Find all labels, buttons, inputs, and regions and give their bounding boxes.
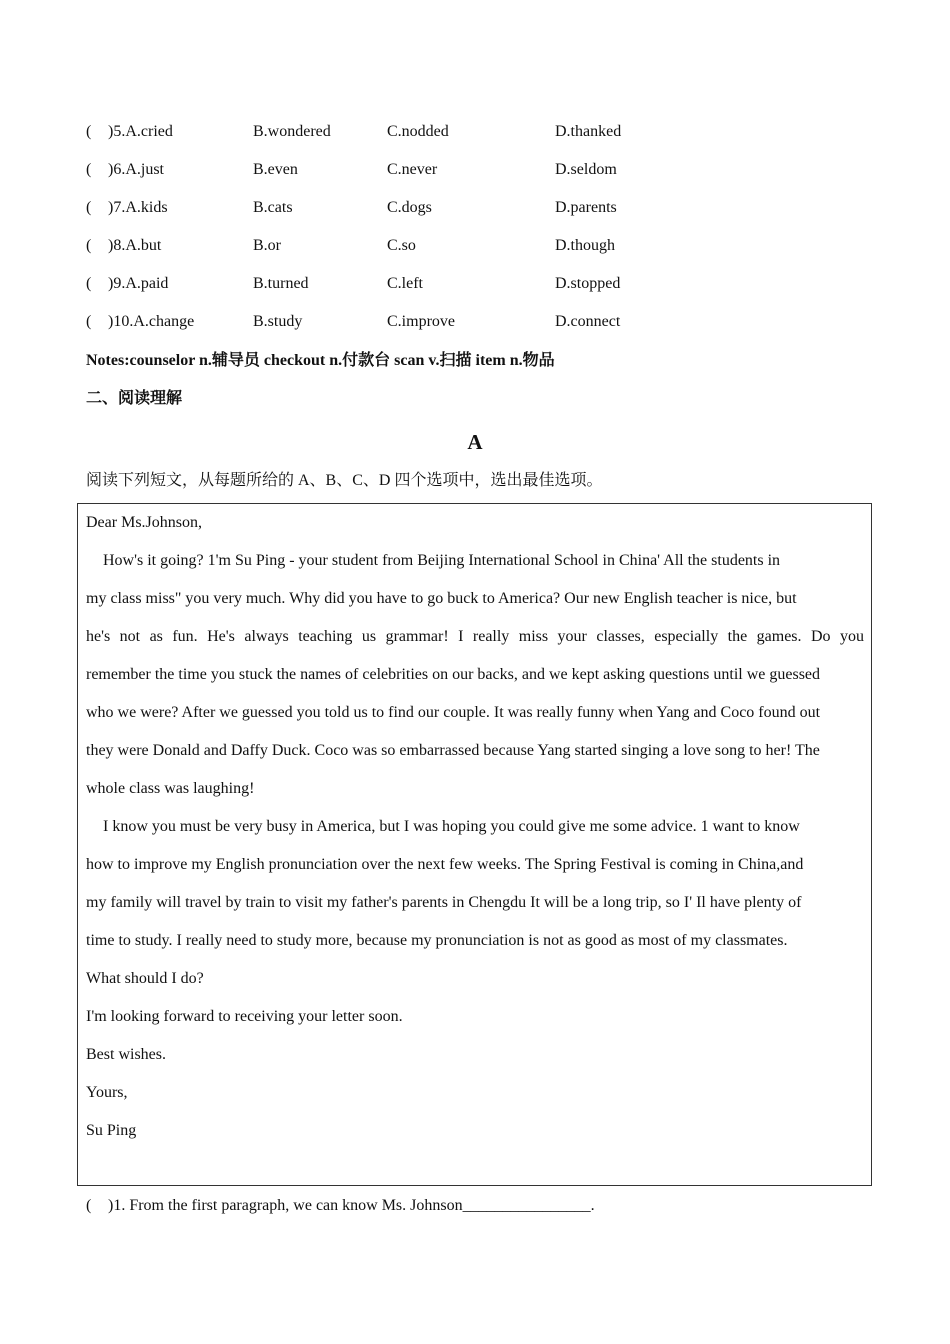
option-b: B.turned [253,275,309,292]
option-a: )10.A.change [108,313,195,330]
option-c: C.nodded [387,123,449,140]
option-a: )7.A.kids [108,199,168,216]
letter-forward: I'm looking forward to receiving your letter soon. [86,1008,403,1025]
option-b: B.even [253,161,298,178]
option-d: D.parents [555,199,617,216]
option-c: C.never [387,161,438,178]
answer-paren: ( [86,275,92,292]
question-1 [86,1194,595,1218]
letter-line: whole class was laughing! [86,780,255,797]
letter-signature: Su Ping [86,1122,137,1139]
letter-wishes: Best wishes. [86,1046,166,1063]
option-d: D.seldom [555,161,617,178]
letter-line: my family will travel by train to visit my father's parents in Chengdu It will be a long trip, so I' Il have plenty of [86,894,802,911]
letter-question: What should I do? [86,970,204,987]
option-d: D.connect [555,313,621,330]
section-heading: 二、阅读理解 [86,390,183,407]
option-c: C.left [387,275,423,292]
option-d: D.though [555,237,615,254]
letter-line: he's not as fun. He's always teaching us grammar! I really miss your classes, especially the games. Do you [86,628,864,645]
option-a: )6.A.just [108,161,164,178]
letter-line: who we were? After we guessed you told us to find our couple. It was really funny when Yang and Coco found out [86,704,821,721]
option-b: B.study [253,313,303,330]
option-d: D.stopped [555,275,621,292]
option-c: C.so [387,237,416,254]
letter-line: I know you must be very busy in America, but I was hoping you could give me some advice. 1 want to know [103,818,800,835]
vocabulary-notes: Notes:counselor n.辅导员 checkout n.付款台 scan v.扫描 item n.物品 [86,352,555,369]
option-b: B.or [253,237,281,254]
option-b: B.cats [253,199,293,216]
option-a: )9.A.paid [108,275,169,292]
letter-line: time to study. I really need to study more, because my pronunciation is not as good as most of my classmates. [86,932,788,949]
answer-paren: ( [86,237,92,254]
option-b: B.wondered [253,123,331,140]
option-d: D.thanked [555,123,622,140]
letter-closing: Yours, [86,1084,128,1101]
passage-title: A [467,430,483,454]
question-1-text: )1. From the first paragraph, we can know Ms. Johnson________________. [108,1197,595,1214]
answer-paren: ( [86,123,92,140]
letter-line: my class miss" you very much. Why did you have to go buck to America? Our new English teacher is nice, but [86,590,797,607]
letter-line: remember the time you stuck the names of celebrities on our backs, and we kept asking questions until we guessed [86,666,821,683]
letter-line: How's it going? 1'm Su Ping - your student from Beijing International School in China' All the students in [103,552,781,569]
answer-paren: ( [86,1197,92,1214]
letter-line: they were Donald and Daffy Duck. Coco was so embarrassed because Yang started singing a love song to her! The [86,742,820,759]
letter-line: how to improve my English pronunciation over the next few weeks. The Spring Festival is coming in China,and [86,856,804,873]
instructions: 阅读下列短文，从每题所给的 A、B、C、D 四个选项中，选出最佳选项。 [86,472,603,489]
option-c: C.improve [387,313,455,330]
option-a: )8.A.but [108,237,162,254]
answer-paren: ( [86,199,92,216]
letter-greeting: Dear Ms.Johnson, [86,514,202,531]
option-a: )5.A.cried [108,123,173,140]
answer-paren: ( [86,313,92,330]
option-c: C.dogs [387,199,432,216]
answer-paren: ( [86,161,92,178]
